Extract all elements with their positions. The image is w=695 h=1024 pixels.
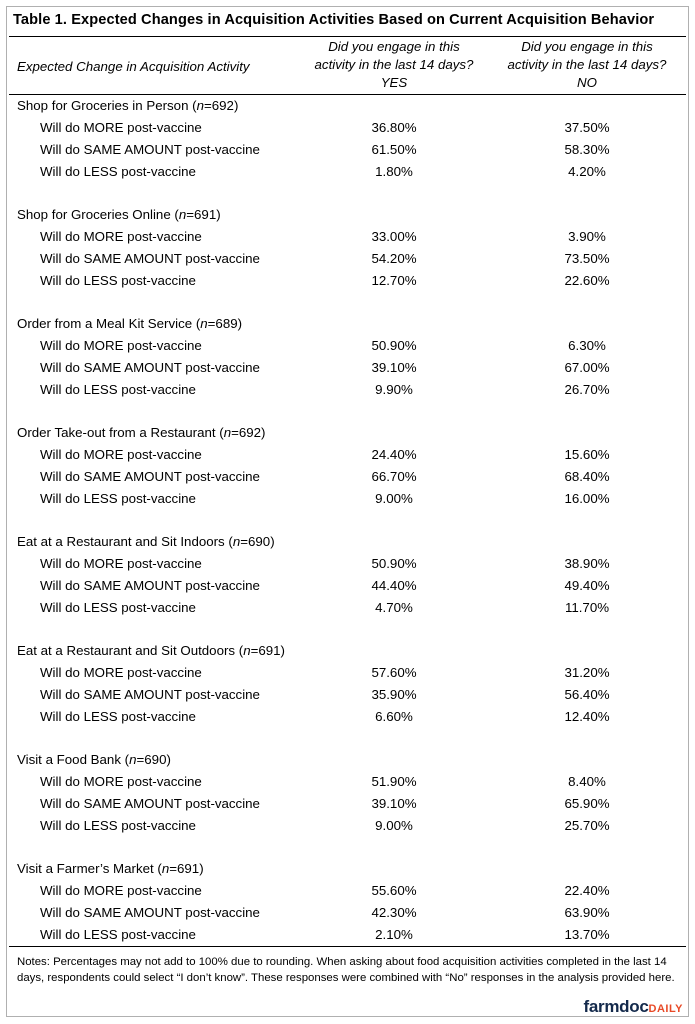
group-name: Eat at a Restaurant and Sit Indoors: [17, 534, 225, 549]
group-heading: Visit a Farmer’s Market (n=691): [17, 861, 204, 876]
table-row: [0, 251, 695, 271]
bottom-rule: [9, 946, 686, 947]
yes-value: 39.10%: [371, 796, 417, 811]
row-label: Will do LESS post-vaccine: [40, 491, 196, 506]
table-row: [0, 600, 695, 620]
no-value: 12.40%: [564, 709, 610, 724]
group-name: Order Take-out from a Restaurant: [17, 425, 216, 440]
header-activity: Expected Change in Acquisition Activity: [17, 59, 250, 74]
row-label: Will do MORE post-vaccine: [40, 120, 202, 135]
table-row: [0, 709, 695, 729]
row-label: Will do SAME AMOUNT post-vaccine: [40, 251, 260, 266]
table-row: [0, 774, 695, 794]
table-row: [0, 905, 695, 925]
title-rule: [9, 36, 686, 37]
no-value: 16.00%: [564, 491, 610, 506]
table-row: [0, 360, 695, 380]
no-value: 22.60%: [564, 273, 610, 288]
no-value: 3.90%: [568, 229, 606, 244]
row-label: Will do LESS post-vaccine: [40, 927, 196, 942]
header-yes-line1: Did you engage in this: [328, 39, 460, 54]
row-label: Will do MORE post-vaccine: [40, 229, 202, 244]
yes-value: 4.70%: [375, 600, 413, 615]
group-n-symbol: n: [243, 643, 251, 658]
header-no: [487, 38, 687, 92]
logo-daily-text: DAILY: [648, 1003, 683, 1015]
no-value: 37.50%: [564, 120, 610, 135]
table-row: [0, 818, 695, 838]
no-value: 49.40%: [564, 578, 610, 593]
yes-value: 9.00%: [375, 491, 413, 506]
no-value: 67.00%: [564, 360, 610, 375]
table-row: [0, 142, 695, 162]
row-label: Will do SAME AMOUNT post-vaccine: [40, 687, 260, 702]
header-rule: [9, 94, 686, 95]
row-label: Will do SAME AMOUNT post-vaccine: [40, 905, 260, 920]
no-value: 8.40%: [568, 774, 606, 789]
no-value: 11.70%: [564, 600, 610, 615]
group-heading: Shop for Groceries Online (n=691): [17, 207, 221, 222]
row-label: Will do LESS post-vaccine: [40, 164, 196, 179]
row-label: Will do LESS post-vaccine: [40, 273, 196, 288]
row-label: Will do MORE post-vaccine: [40, 338, 202, 353]
table-row: [0, 665, 695, 685]
yes-value: 12.70%: [371, 273, 417, 288]
yes-value: 57.60%: [371, 665, 417, 680]
yes-value: 6.60%: [375, 709, 413, 724]
header-yes-line3: YES: [380, 75, 408, 90]
header-yes-line2: activity in the last 14 days?: [314, 57, 474, 72]
row-label: Will do LESS post-vaccine: [40, 709, 196, 724]
table-row: [0, 229, 695, 249]
table-row: [0, 164, 695, 184]
no-value: 4.20%: [568, 164, 606, 179]
group-n-value: =690: [240, 534, 271, 549]
no-value: 31.20%: [564, 665, 610, 680]
table-row: [0, 578, 695, 598]
table-row: [0, 687, 695, 707]
group-n-symbol: n: [223, 425, 232, 440]
row-label: Will do LESS post-vaccine: [40, 382, 196, 397]
table-row: [0, 491, 695, 511]
yes-value: 39.10%: [371, 360, 417, 375]
no-value: 25.70%: [564, 818, 610, 833]
group-n-symbol: n: [196, 98, 204, 113]
table-row: [0, 382, 695, 402]
group-name: Order from a Meal Kit Service: [17, 316, 193, 331]
yes-value: 55.60%: [371, 883, 417, 898]
table-row: [0, 447, 695, 467]
group-name: Visit a Farmer’s Market: [17, 861, 154, 876]
no-value: 58.30%: [564, 142, 610, 157]
group-n-symbol: n: [161, 861, 170, 876]
no-value: 26.70%: [564, 382, 610, 397]
group-heading: Order from a Meal Kit Service (n=689): [17, 316, 243, 331]
header-yes: [294, 38, 494, 92]
row-label: Will do SAME AMOUNT post-vaccine: [40, 360, 260, 375]
table-row: [0, 338, 695, 358]
yes-value: 2.10%: [375, 927, 413, 942]
no-value: 68.40%: [564, 469, 610, 484]
table-row: [0, 556, 695, 576]
row-label: Will do SAME AMOUNT post-vaccine: [40, 796, 260, 811]
group-n-value: =692: [204, 98, 234, 113]
row-label: Will do SAME AMOUNT post-vaccine: [40, 142, 260, 157]
group-heading: Visit a Food Bank (n=690): [17, 752, 171, 767]
header-no-line3: NO: [577, 75, 597, 90]
row-label: Will do MORE post-vaccine: [40, 556, 202, 571]
row-label: Will do MORE post-vaccine: [40, 665, 202, 680]
logo-farm-text: farmdoc: [583, 997, 649, 1016]
group-heading: Order Take-out from a Restaurant (n=692): [17, 425, 266, 440]
header-no-line1: Did you engage in this: [521, 39, 653, 54]
farmdoc-daily-logo: [584, 997, 683, 1017]
table-notes: Notes: Percentages may not add to 100% due to rounding. When asking about food acquisition activities completed in the last 14 days, respondents could select “I don’t know”. These responses were combined with “No” responses in the analysis provided here.: [17, 956, 675, 984]
group-n-value: =691: [169, 861, 200, 876]
row-label: Will do MORE post-vaccine: [40, 774, 202, 789]
row-label: Will do SAME AMOUNT post-vaccine: [40, 469, 260, 484]
group-name: Shop for Groceries in Person: [17, 98, 189, 113]
group-name: Shop for Groceries Online: [17, 207, 171, 222]
group-n-symbol: n: [178, 207, 187, 222]
group-name: Eat at a Restaurant and Sit Outdoors: [17, 643, 236, 658]
group-n-value: =691: [250, 643, 281, 658]
table-row: [0, 796, 695, 816]
row-label: Will do MORE post-vaccine: [40, 883, 202, 898]
yes-value: 54.20%: [371, 251, 417, 266]
table-title: Table 1. Expected Changes in Acquisition Activities Based on Current Acquisition Behavior: [13, 12, 655, 28]
table-row: [0, 469, 695, 489]
no-value: 38.90%: [564, 556, 610, 571]
yes-value: 35.90%: [371, 687, 417, 702]
yes-value: 66.70%: [371, 469, 417, 484]
yes-value: 9.90%: [375, 382, 413, 397]
group-heading: Shop for Groceries in Person (n=692): [17, 98, 239, 113]
yes-value: 9.00%: [375, 818, 413, 833]
group-name: Visit a Food Bank: [17, 752, 121, 767]
yes-value: 50.90%: [371, 338, 417, 353]
no-value: 63.90%: [564, 905, 610, 920]
yes-value: 36.80%: [371, 120, 417, 135]
table-row: [0, 273, 695, 293]
yes-value: 1.80%: [375, 164, 413, 179]
table-row: [0, 883, 695, 903]
yes-value: 42.30%: [371, 905, 417, 920]
row-label: Will do LESS post-vaccine: [40, 818, 196, 833]
row-label: Will do SAME AMOUNT post-vaccine: [40, 578, 260, 593]
row-label: Will do MORE post-vaccine: [40, 447, 202, 462]
yes-value: 51.90%: [371, 774, 417, 789]
yes-value: 50.90%: [371, 556, 417, 571]
no-value: 13.70%: [564, 927, 610, 942]
no-value: 73.50%: [564, 251, 610, 266]
group-n-symbol: n: [232, 534, 241, 549]
group-n-value: =692: [231, 425, 262, 440]
group-n-value: =689: [207, 316, 238, 331]
yes-value: 33.00%: [371, 229, 417, 244]
group-n-symbol: n: [129, 752, 137, 767]
no-value: 6.30%: [568, 338, 606, 353]
group-heading: Eat at a Restaurant and Sit Outdoors (n=691): [17, 643, 285, 658]
yes-value: 24.40%: [371, 447, 417, 462]
group-n-value: =691: [186, 207, 217, 222]
no-value: 56.40%: [564, 687, 610, 702]
group-n-value: =690: [136, 752, 167, 767]
group-heading: Eat at a Restaurant and Sit Indoors (n=690): [17, 534, 275, 549]
header-no-line2: activity in the last 14 days?: [507, 57, 667, 72]
table-row: [0, 120, 695, 140]
group-n-symbol: n: [200, 316, 208, 331]
no-value: 22.40%: [564, 883, 610, 898]
yes-value: 44.40%: [371, 578, 417, 593]
no-value: 15.60%: [564, 447, 610, 462]
no-value: 65.90%: [564, 796, 610, 811]
row-label: Will do LESS post-vaccine: [40, 600, 196, 615]
yes-value: 61.50%: [371, 142, 417, 157]
table-row: [0, 927, 695, 947]
